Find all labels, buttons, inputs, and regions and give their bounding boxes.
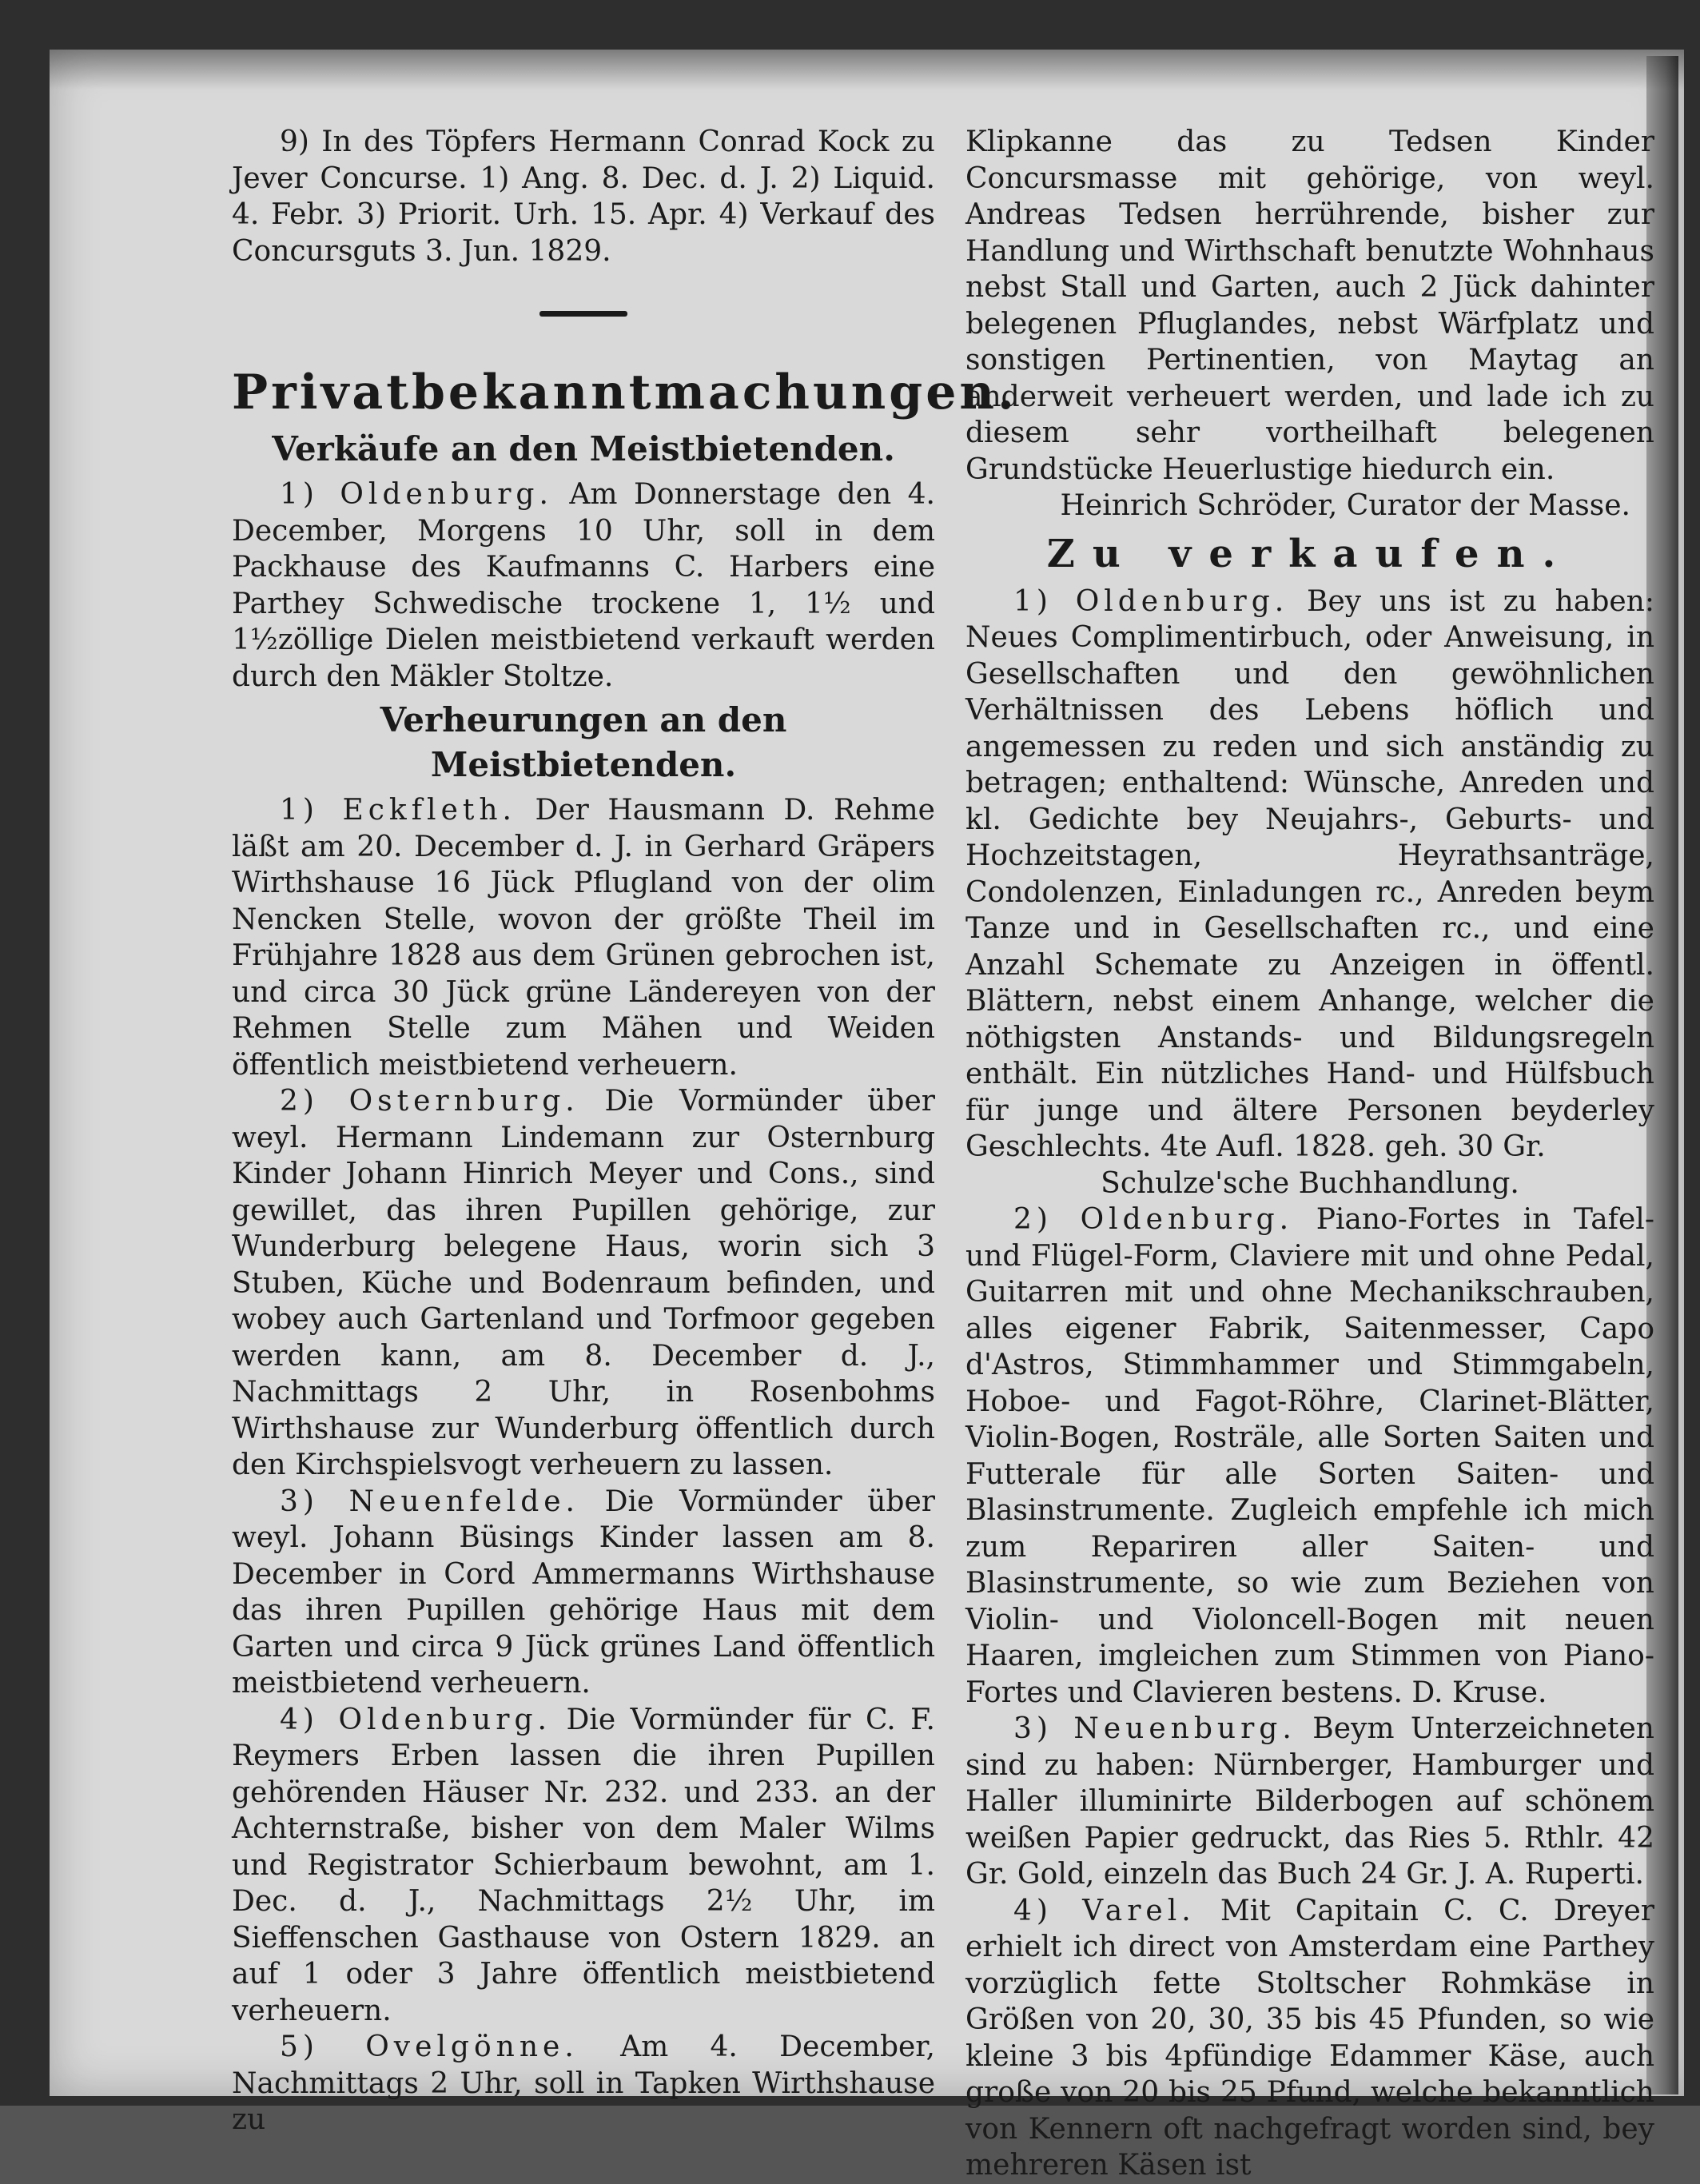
- heading-private-announcements: Privatbekanntmachungen.: [232, 365, 1017, 420]
- place-name: 4) Varel.: [1013, 1894, 1196, 1927]
- place-name: 4) Oldenburg.: [280, 1703, 551, 1736]
- entry-text: Am 4. December, Nachmittags 2 Uhr, soll in Tapken Wirthshause zu: [232, 2031, 935, 2136]
- signature: Heinrich Schröder, Curator der Masse.: [1060, 489, 1630, 522]
- rent-entry-5: [232, 2029, 935, 2138]
- rent-entry-3: [232, 1484, 935, 1702]
- rent-entry-1: [232, 792, 935, 1083]
- left-column: [232, 124, 1017, 2138]
- place-name: 5) Ovelgönne.: [280, 2031, 579, 2063]
- heading-sales-auction: Verkäufe an den Meistbietenden.: [272, 429, 895, 468]
- signature: Schulze'sche Buchhandlung.: [1101, 1166, 1519, 1200]
- notice-item-9: 9) In des Töpfers Hermann Conrad Kock zu Jever Concurse. 1) Ang. 8. Dec. d. J. 2) Liquid. 4. Febr. 3) Priorit. Urh. 15. Apr. 4) Verkauf des Concursguts 3. Jun. 1829.: [232, 126, 935, 268]
- rent-entry-4: [232, 1702, 935, 2030]
- entry-text: Mit Capitain C. C. Dreyer erhielt ich direct von Amsterdam eine Parthey vorzüglich fette Stoltscher Rohmkäse in Größen von 20, 30, 35 bis 45 Pfunden, so wie kleine 3 bis 4pfündige Edammer Käse, auch große von 20 bis 25 Pfund, welche bekanntlich von Kennern oft nachgefragt worden sind, bey mehreren Käsen ist: [965, 1894, 1654, 2182]
- signature: J. A. Ruperti.: [1458, 1858, 1644, 1891]
- sell-entry-2: [965, 1202, 1654, 1711]
- place-name: 3) Neuenburg.: [1013, 1712, 1296, 1745]
- sell-entry-3: [965, 1711, 1654, 1893]
- entry-text: Die Vormünder über weyl. Hermann Lindemann zur Osternburg Kinder Johann Hinrich Meyer und Cons., sind gewillet, das ihren Pupillen gehörige, zur Wunderburg belegene Haus, worin sich 3 Stuben, Küche und Bodenraum befinden, und wobey auch Gartenland und Torfmoor gegeben werden kann, am 8. December d. J., Nachmittags 2 Uhr, in Rosenbohms Wirthshause zur Wunderburg öffentlich durch den Kirchspielsvogt verheuern zu lassen.: [232, 1085, 935, 1481]
- page-shadow: [50, 50, 1684, 90]
- section-divider: [539, 311, 627, 317]
- signature: D. Kruse.: [1411, 1676, 1547, 1709]
- place-name: 2) Osternburg.: [280, 1085, 579, 1118]
- entry-text: Die Vormünder über weyl. Johann Büsings Kinder lassen am 8. December in Cord Ammermanns Wirthshause das ihren Pupillen gehörige Haus mit dem Garten und circa 9 Jück grünes Land öffentlich meistbietend verheuern.: [232, 1485, 935, 1700]
- entry-text: Am Donnerstage den 4. December, Morgens 10 Uhr, soll in dem Packhause des Kaufmanns C. Harbers eine Parthey Schwedische trockene 1, 1½ und 1½zöllige Dielen meistbietend verkauft werden durch den Mäkler Stoltze.: [232, 478, 935, 693]
- heading-for-sale: Zu verkaufen.: [1046, 531, 1574, 576]
- place-name: 1) Oldenburg.: [280, 478, 553, 511]
- entry-text: Beym Unterzeichneten sind zu haben: Nürnberger, Hamburger und Haller illuminirte Bilderbogen auf schönem weißen Papier gedruckt, das Ries 5. Rthlr. 42 Gr. Gold, einzeln das Buch 24 Gr.: [965, 1712, 1654, 1891]
- entry-text: Der Hausmann D. Rehme läßt am 20. December d. J. in Gerhard Gräpers Wirthshause 16 Jück Pflugland von der olim Nencken Stelle, wovon der größte Theil im Frühjahre 1828 aus dem Grünen gebrochen ist, und circa 30 Jück grüne Ländereyen von der Rehmen Stelle zum Mähen und Weiden öffentlich meistbietend verheuern.: [232, 794, 935, 1082]
- place-name: 1) Oldenburg.: [1013, 584, 1289, 618]
- right-column: [965, 124, 1654, 2184]
- sell-entry-4: [965, 1893, 1654, 2184]
- place-name: 3) Neuenfelde.: [280, 1485, 579, 1518]
- continued-rent-entry: Klipkanne das zu Tedsen Kinder Concursmasse mit gehörige, von weyl. Andreas Tedsen herrührende, bisher zur Handlung und Wirthschaft benutzte Wohnhaus nebst Stall und Garten, auch 2 Jück dahinter belegenen Pfluglandes, nebst Wärfplatz und sonstigen Pertinentien, von Maytag an anderweit verheuert werden, und lade ich zu diesem sehr vortheilhaft belegenen Grundstücke Heuerlustige hiedurch ein.: [965, 126, 1654, 486]
- rent-entry-2: [232, 1083, 935, 1484]
- place-name: 2) Oldenburg.: [1013, 1203, 1294, 1236]
- entry-text: Piano-Fortes in Tafel- und Flügel-Form, Claviere mit und ohne Pedal, Guitarren mit und ohne Mechanikschrauben, alles eigener Fabrik, Saitenmesser, Capo d'Astros, Stimmhammer und Stimmgabeln, Hoboe- und Fagot-Röhre, Clarinet-Blätter, Violin-Bogen, Rosträle, alle Sorten Saiten und Futterale für alle Sorten Saiten- und Blasinstrumente. Zugleich empfehle ich mich zum Repariren aller Saiten- und Blasinstrumente, so wie zum Beziehen von Violin- und Violoncell-Bogen mit neuen Haaren, imgleichen zum Stimmen von Piano-Fortes und Clavieren bestens.: [965, 1203, 1654, 1709]
- sale-entry-1: [232, 476, 935, 695]
- place-name: 1) Eckfleth.: [280, 794, 516, 827]
- sell-entry-1: [965, 584, 1654, 1166]
- heading-rentals-auction: Verheurungen an den Meistbietenden.: [380, 700, 787, 784]
- entry-text: Die Vormünder für C. F. Reymers Erben lassen die ihren Pupillen gehörenden Häuser Nr. 232. und 233. an der Achternstraße, bisher von dem Maler Wilms und Registrator Schierbaum bewohnt, am 1. Dec. d. J., Nachmittags 2½ Uhr, im Sieffenschen Gasthause von Ostern 1829. an auf 1 oder 3 Jahre öffentlich meistbietend verheuern.: [232, 1703, 935, 2027]
- entry-text: Bey uns ist zu haben: Neues Complimentirbuch, oder Anweisung, in Gesellschaften und den gewöhnlichen Verhältnissen des Lebens höflich und angemessen zu reden und sich anständig zu betragen; enthaltend: Wünsche, Anreden und kl. Gedichte bey Neujahrs-, Geburts- und Hochzeitstagen, Heyrathsanträge, Condolenzen, Einladungen rc., Anreden beym Tanze und in Gesellschaften rc., und eine Anzahl Schemate zu Anzeigen in öffentl. Blättern, nebst einem Anhange, welcher die nöthigsten Anstands- und Bildungsregeln enthält. Ein nützliches Hand- und Hülfsbuch für junge und ältere Personen beyderley Geschlechts. 4te Aufl. 1828. geh. 30 Gr.: [965, 584, 1654, 1163]
